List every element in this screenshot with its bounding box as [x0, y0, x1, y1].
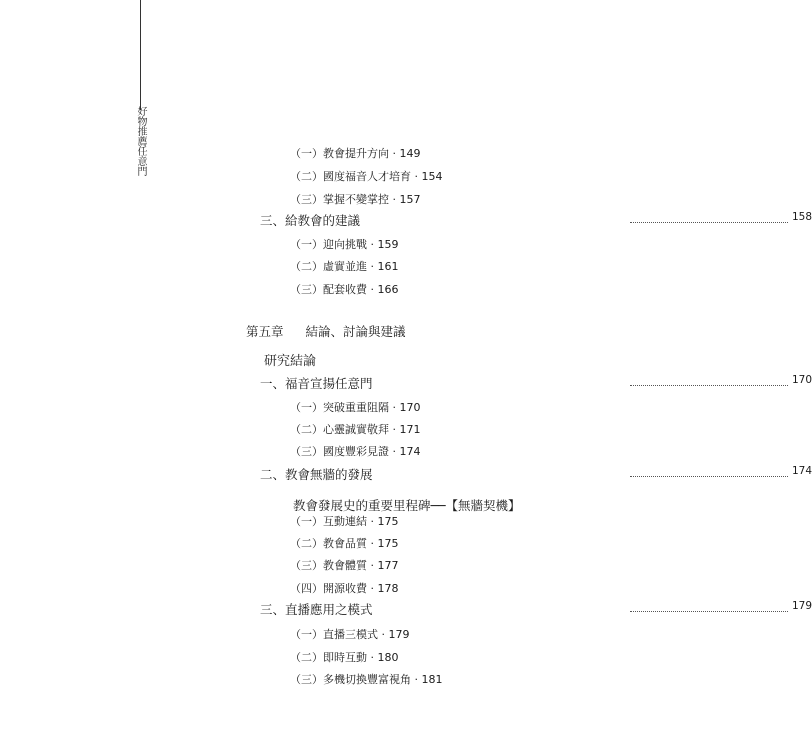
toc-entry: （三）教會體質 · 177	[290, 559, 399, 572]
toc-entry: （二）心靈誠實敬拜 · 171	[290, 423, 421, 436]
research-heading: 研究結論	[264, 354, 317, 369]
toc-entry: （二）教會品質 · 175	[290, 537, 399, 550]
milestone-line: 教會發展史的重要里程碑──【無牆契機】	[293, 498, 521, 513]
margin-rule	[140, 0, 141, 110]
toc-section-label: 一、福音宣揚任意門	[260, 376, 373, 391]
dot-leader	[630, 476, 788, 477]
toc-entry: （一）直播三模式 · 179	[290, 628, 410, 641]
toc-entry: （三）配套收費 · 166	[290, 283, 399, 296]
toc-entry: （三）掌握不變掌控 · 157	[290, 193, 421, 206]
chapter-number: 第五章	[246, 324, 284, 339]
dot-leader	[630, 222, 788, 223]
toc-page-number: 179	[792, 600, 812, 612]
toc-section	[260, 211, 812, 229]
toc-page-number: 158	[792, 211, 812, 223]
toc-section	[260, 465, 812, 483]
toc-entry: （四）開源收費 · 178	[290, 582, 399, 595]
toc-entry: （一）教會提升方向 · 149	[290, 147, 421, 160]
toc-entry: （一）突破重重阻隔 · 170	[290, 401, 421, 414]
toc-page-number: 174	[792, 465, 812, 477]
toc-entry: （二）虛實並進 · 161	[290, 260, 399, 273]
running-head: 好物推薦任意門	[135, 106, 146, 176]
chapter-heading	[246, 322, 406, 340]
chapter-title: 結論、討論與建議	[305, 324, 406, 339]
toc-entry: （一）迎向挑戰 · 159	[290, 238, 399, 251]
toc-entry: （三）多機切換豐富視角 · 181	[290, 673, 443, 686]
toc-section-label: 三、給教會的建議	[260, 213, 361, 228]
toc-section-label: 三、直播應用之模式	[260, 602, 373, 617]
toc-entry: （一）互動連結 · 175	[290, 515, 399, 528]
toc-page-number: 170	[792, 374, 812, 386]
dot-leader	[630, 385, 788, 386]
toc-entry: （二）即時互動 · 180	[290, 651, 399, 664]
toc-section	[260, 374, 812, 392]
toc-entry: （三）國度豐彩見證 · 174	[290, 445, 421, 458]
toc-section	[260, 600, 812, 618]
toc-entry: （二）國度福音人才培育 · 154	[290, 170, 443, 183]
toc-section-label: 二、教會無牆的發展	[260, 467, 373, 482]
dot-leader	[630, 611, 788, 612]
